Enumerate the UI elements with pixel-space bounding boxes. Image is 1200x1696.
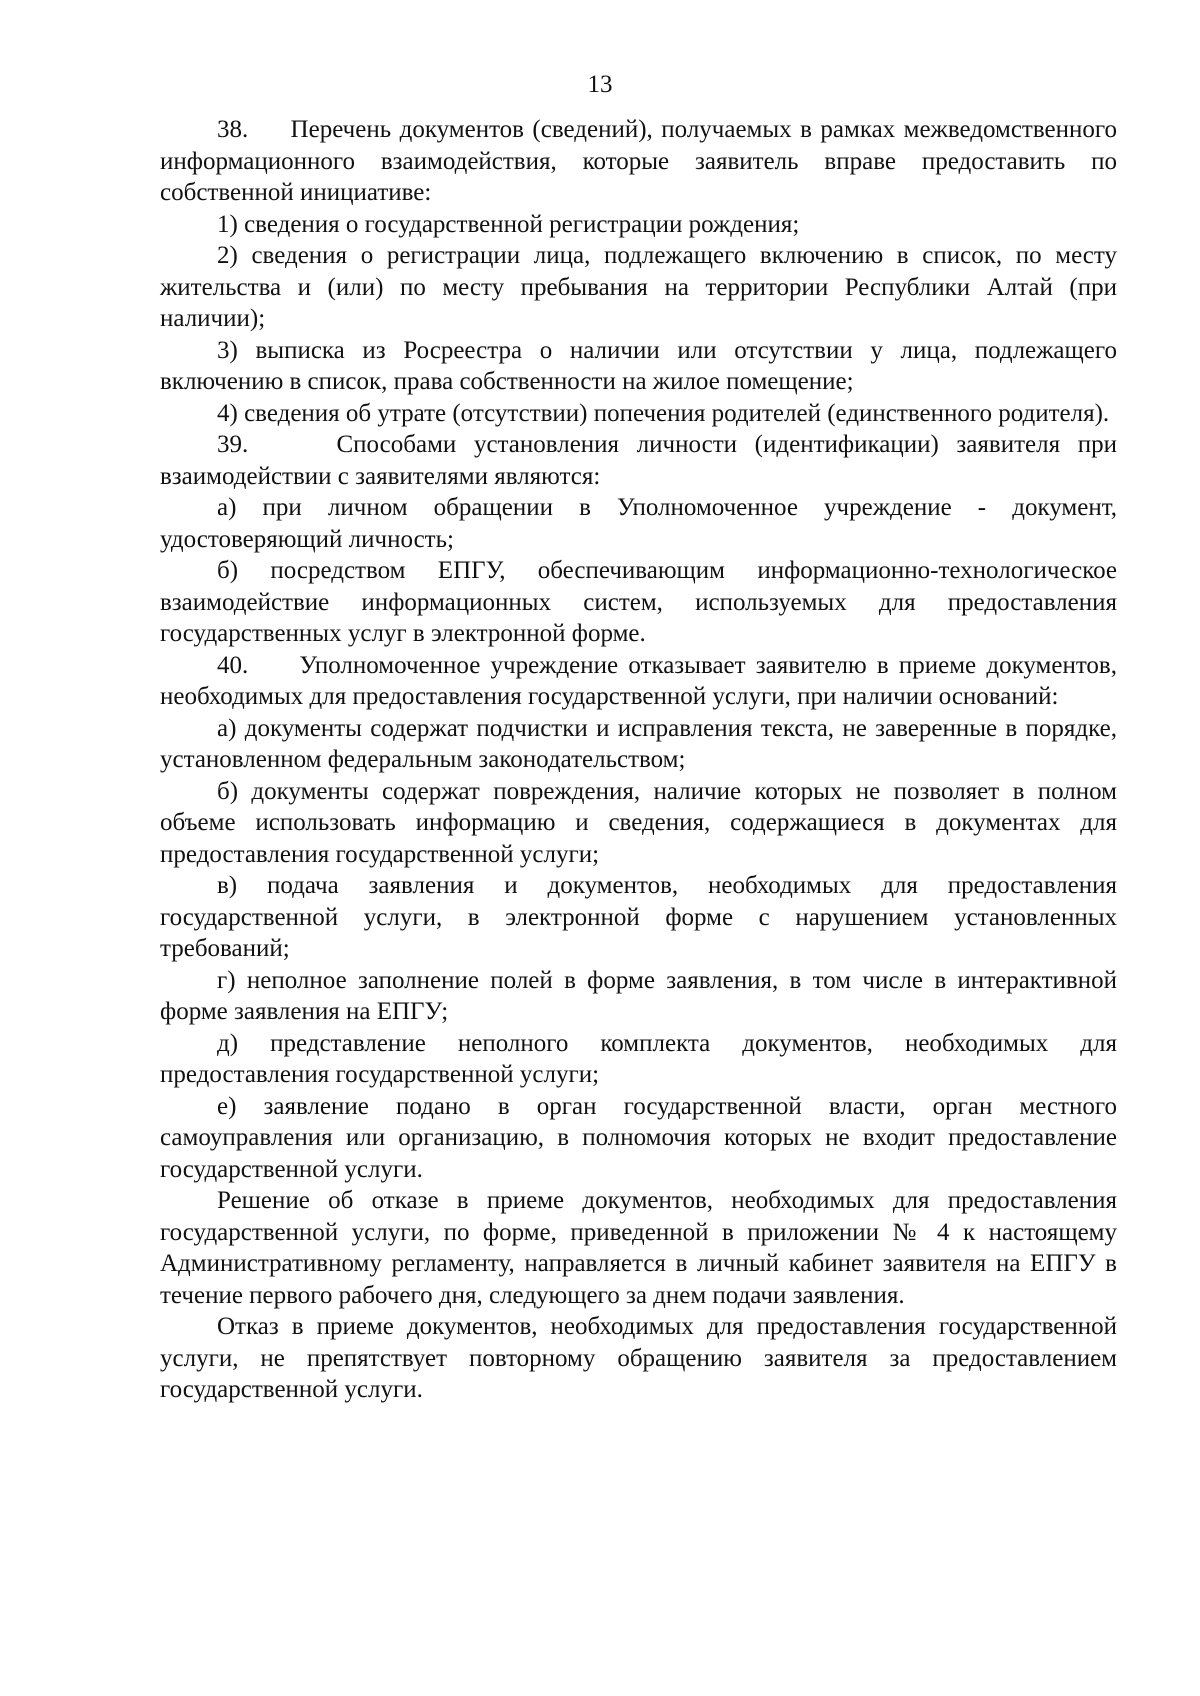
document-body xyxy=(160,114,1117,1406)
list-item-b-40: б) документы содержат повреждения, наличие которых не позволяет в полном объеме использовать информацию и сведения, содержащиеся в документах для предоставления государственной услуги; xyxy=(160,777,1117,868)
list-item-e-40: е) заявление подано в орган государственной власти, орган местного самоуправления или организацию, в полномочия которых не входит предоставление государственной услуги. xyxy=(160,1092,1117,1183)
list-item-a-40: а) документы содержат подчистки и исправления текста, не заверенные в порядке, установленном федеральным законодательством; xyxy=(160,714,1117,773)
list-item-g-40: г) неполное заполнение полей в форме заявления, в том числе в интерактивной форме заявления на ЕПГУ; xyxy=(160,966,1117,1025)
paragraph-40-heading: 40. Уполномоченное учреждение отказывает заявителю в приеме документов, необходимых для предоставления государственной услуги, при наличии оснований: xyxy=(160,651,1117,710)
paragraph-39-heading: 39. Способами установления личности (идентификации) заявителя при взаимодействии с заявителями являются: xyxy=(160,431,1117,490)
list-item-b-39: б) посредством ЕПГУ, обеспечивающим информационно-технологическое взаимодействие информационных систем, используемых для предоставления государственных услуг в электронной форме. xyxy=(160,557,1117,647)
list-item-d-40: д) представление неполного комплекта документов, необходимых для предоставления государственной услуги; xyxy=(160,1029,1117,1088)
list-item-v-40: в) подача заявления и документов, необходимых для предоставления государственной услуги, в электронной форме с нарушением установленных требований; xyxy=(160,872,1117,962)
page-number: 13 xyxy=(587,71,613,98)
list-item-a-39: а) при личном обращении в Уполномоченное учреждение - документ, удостоверяющий личность; xyxy=(160,494,1117,553)
refusal-decision-paragraph: Решение об отказе в приеме документов, необходимых для предоставления государственной услуги, по форме, приведенной в приложении № 4 к настоящему Административному регламенту, направляется в личный кабинет заявителя на ЕПГУ в течение первого рабочего дня, следующего за днем подачи заявления. xyxy=(160,1187,1117,1309)
list-item-1: 1) сведения о государственной регистрации рождения; xyxy=(217,210,800,238)
list-item-3: 3) выписка из Росреестра о наличии или отсутствии у лица, подлежащего включению в список, права собственности на жилое помещение; xyxy=(160,336,1117,395)
list-item-4: 4) сведения об утрате (отсутствии) попечения родителей (единственного родителя). xyxy=(217,399,1110,427)
refusal-note-paragraph: Отказ в приеме документов, необходимых для предоставления государственной услуги, не препятствует повторному обращению заявителя за предоставлением государственной услуги. xyxy=(160,1313,1117,1403)
paragraph-38-heading: 38. Перечень документов (сведений), получаемых в рамках межведомственного информационного взаимодействия, которые заявитель вправе предоставить по собственной инициативе: xyxy=(160,116,1117,206)
list-item-2: 2) сведения о регистрации лица, подлежащего включению в список, по месту жительства и (или) по месту пребывания на территории Республики Алтай (при наличии); xyxy=(160,242,1117,332)
